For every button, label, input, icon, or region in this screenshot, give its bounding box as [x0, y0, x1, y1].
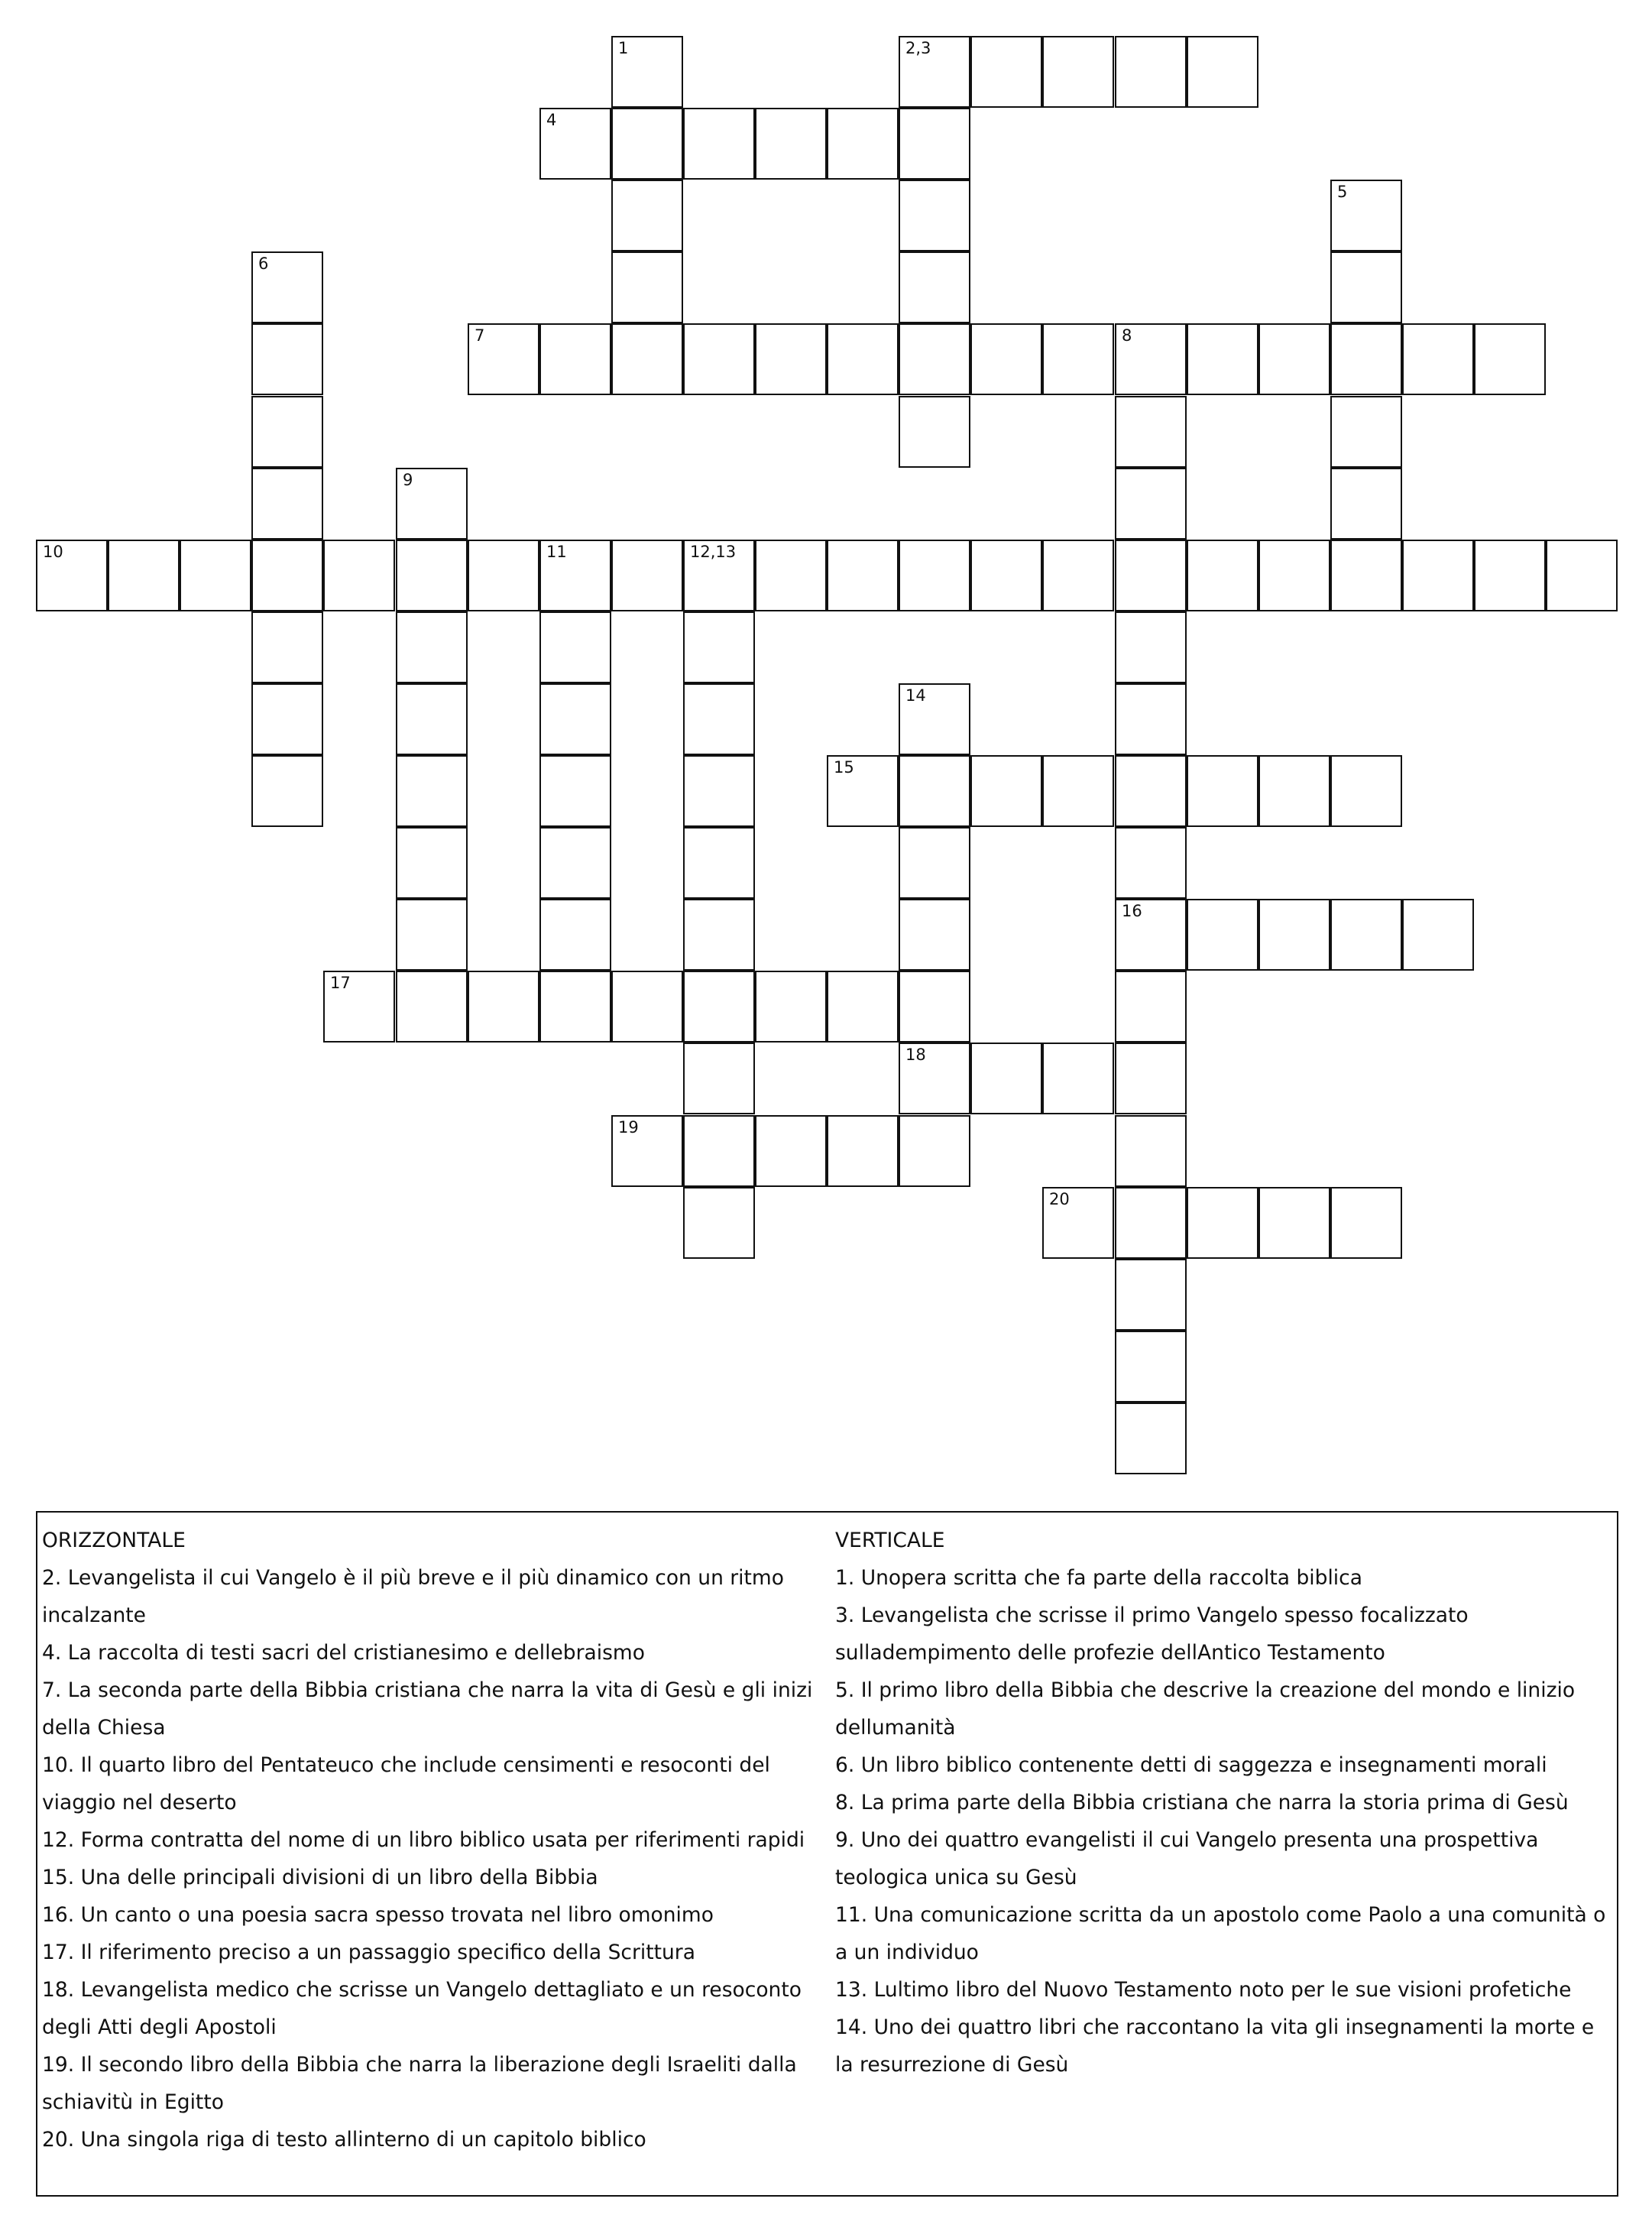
- grid-cell[interactable]: [1115, 468, 1187, 540]
- grid-cell[interactable]: [899, 323, 970, 395]
- grid-cell[interactable]: [970, 36, 1042, 108]
- grid-cell[interactable]: [251, 683, 323, 755]
- grid-cell[interactable]: [1042, 540, 1114, 611]
- grid-cell[interactable]: [251, 323, 323, 395]
- across-clue-line: 19. Il secondo libro della Bibbia che narra la liberazione degli Israeliti dalla: [42, 2053, 797, 2077]
- clue-number: 11: [546, 543, 567, 561]
- grid-cell[interactable]: [899, 36, 970, 108]
- grid-cell[interactable]: [899, 827, 970, 899]
- down-clue-line: 8. La prima parte della Bibbia cristiana che narra la storia prima di Gesù: [835, 1791, 1569, 1814]
- grid-cell[interactable]: [683, 971, 755, 1043]
- grid-cell[interactable]: [970, 323, 1042, 395]
- clue-number: 16: [1122, 902, 1142, 920]
- down-clues: [835, 1522, 1613, 2083]
- grid-cell[interactable]: [396, 971, 468, 1043]
- grid-cell[interactable]: [1330, 396, 1402, 468]
- clue-number: 2,3: [905, 39, 931, 57]
- across-clue-line: 10. Il quarto libro del Pentateuco che include censimenti e resoconti del: [42, 1753, 770, 1777]
- down-clue-line: 11. Una comunicazione scritta da un apostolo come Paolo a una comunità o: [835, 1903, 1606, 1927]
- grid-cell[interactable]: [1474, 323, 1546, 395]
- grid-cell[interactable]: [899, 899, 970, 971]
- grid-cell[interactable]: [755, 323, 827, 395]
- grid-cell[interactable]: [683, 611, 755, 683]
- across-clue-line: 17. Il riferimento preciso a un passaggio specifico della Scrittura: [42, 1941, 695, 1964]
- grid-cell[interactable]: [251, 468, 323, 540]
- clue-number: 4: [546, 111, 557, 129]
- grid-cell[interactable]: [683, 540, 755, 611]
- grid-cell[interactable]: [396, 827, 468, 899]
- grid-cell[interactable]: [539, 323, 611, 395]
- grid-cell[interactable]: [683, 827, 755, 899]
- grid-cell[interactable]: [251, 396, 323, 468]
- grid-cell[interactable]: [1474, 540, 1546, 611]
- grid-cell[interactable]: [251, 611, 323, 683]
- across-clue-line: 7. La seconda parte della Bibbia cristiana che narra la vita di Gesù e gli inizi: [42, 1678, 813, 1702]
- grid-cell[interactable]: [1330, 251, 1402, 323]
- across-clue-line: della Chiesa: [42, 1716, 166, 1740]
- down-clue-line: dellumanità: [835, 1716, 956, 1740]
- grid-cell[interactable]: [396, 611, 468, 683]
- grid-cell[interactable]: [396, 755, 468, 827]
- grid-cell[interactable]: [1042, 755, 1114, 827]
- grid-cell[interactable]: [683, 323, 755, 395]
- grid-cell[interactable]: [899, 251, 970, 323]
- grid-cell[interactable]: [1187, 323, 1258, 395]
- grid-cell[interactable]: [683, 899, 755, 971]
- clue-number: 17: [330, 974, 351, 992]
- grid-cell[interactable]: [539, 540, 611, 611]
- grid-cell[interactable]: [1115, 1331, 1187, 1402]
- grid-cell[interactable]: [1330, 755, 1402, 827]
- grid-cell[interactable]: [1330, 323, 1402, 395]
- grid-cell[interactable]: [1115, 1043, 1187, 1114]
- grid-cell[interactable]: [755, 971, 827, 1043]
- grid-cell[interactable]: [1115, 1259, 1187, 1331]
- grid-cell[interactable]: [1402, 323, 1474, 395]
- grid-cell[interactable]: [1330, 899, 1402, 971]
- grid-cell[interactable]: [755, 540, 827, 611]
- down-clue-line: 6. Un libro biblico contenente detti di saggezza e insegnamenti morali: [835, 1753, 1547, 1777]
- grid-cell[interactable]: [899, 683, 970, 755]
- clue-number: 6: [258, 255, 269, 273]
- clue-number: 15: [834, 758, 854, 777]
- grid-cell[interactable]: [1115, 611, 1187, 683]
- grid-cell[interactable]: [1330, 468, 1402, 540]
- grid-cell[interactable]: [323, 971, 395, 1043]
- grid-cell[interactable]: [899, 971, 970, 1043]
- grid-cell[interactable]: [611, 36, 683, 108]
- grid-cell[interactable]: [1115, 323, 1187, 395]
- grid-cell[interactable]: [827, 971, 899, 1043]
- grid-cell[interactable]: [755, 1115, 827, 1187]
- grid-cell[interactable]: [396, 540, 468, 611]
- grid-cell[interactable]: [683, 683, 755, 755]
- grid-cell[interactable]: [539, 971, 611, 1043]
- grid-cell[interactable]: [1187, 540, 1258, 611]
- grid-cell[interactable]: [1042, 1043, 1114, 1114]
- grid-cell[interactable]: [1330, 1187, 1402, 1259]
- grid-cell[interactable]: [899, 1043, 970, 1114]
- grid-cell[interactable]: [683, 108, 755, 180]
- across-clue-line: 12. Forma contratta del nome di un libro biblico usata per riferimenti rapidi: [42, 1828, 805, 1852]
- grid-cell[interactable]: [251, 755, 323, 827]
- grid-cell[interactable]: [899, 108, 970, 180]
- down-clue-line: a un individuo: [835, 1941, 979, 1964]
- across-clue-line: 18. Levangelista medico che scrisse un Vangelo dettagliato e un resoconto: [42, 1978, 802, 2002]
- grid-cell[interactable]: [1258, 899, 1330, 971]
- grid-cell[interactable]: [1115, 683, 1187, 755]
- grid-cell[interactable]: [1115, 971, 1187, 1043]
- grid-cell[interactable]: [1187, 36, 1258, 108]
- clue-number: 18: [905, 1046, 926, 1064]
- grid-cell[interactable]: [396, 899, 468, 971]
- across-clue-line: schiavitù in Egitto: [42, 2090, 224, 2114]
- grid-cell[interactable]: [1115, 1115, 1187, 1187]
- grid-cell[interactable]: [1115, 396, 1187, 468]
- grid-cell[interactable]: [251, 540, 323, 611]
- grid-cell[interactable]: [1187, 755, 1258, 827]
- grid-cell[interactable]: [827, 755, 899, 827]
- across-clue-line: incalzante: [42, 1604, 146, 1627]
- grid-cell[interactable]: [1330, 540, 1402, 611]
- clue-number: 5: [1337, 183, 1348, 201]
- grid-cell[interactable]: [1042, 323, 1114, 395]
- clue-number: 14: [905, 686, 926, 705]
- grid-cell[interactable]: [1042, 1187, 1114, 1259]
- grid-cell[interactable]: [899, 1115, 970, 1187]
- clue-number: 20: [1049, 1190, 1070, 1208]
- down-heading: VERTICALE: [835, 1529, 945, 1552]
- grid-cell[interactable]: [1115, 540, 1187, 611]
- grid-cell[interactable]: [539, 683, 611, 755]
- grid-cell[interactable]: [1115, 1402, 1187, 1474]
- grid-cell[interactable]: [468, 323, 539, 395]
- grid-cell[interactable]: [1330, 180, 1402, 251]
- grid-cell[interactable]: [899, 755, 970, 827]
- grid-cell[interactable]: [1258, 540, 1330, 611]
- across-clue-line: viaggio nel deserto: [42, 1791, 237, 1814]
- down-clue-line: 5. Il primo libro della Bibbia che descrive la creazione del mondo e linizio: [835, 1678, 1576, 1702]
- grid-cell[interactable]: [611, 323, 683, 395]
- grid-cell[interactable]: [970, 1043, 1042, 1114]
- grid-cell[interactable]: [611, 251, 683, 323]
- grid-cell[interactable]: [611, 108, 683, 180]
- grid-cell[interactable]: [468, 971, 539, 1043]
- grid-cell[interactable]: [683, 1115, 755, 1187]
- grid-cell[interactable]: [1115, 1187, 1187, 1259]
- grid-cell[interactable]: [970, 755, 1042, 827]
- grid-cell[interactable]: [899, 396, 970, 468]
- grid-cell[interactable]: [755, 108, 827, 180]
- down-clue-line: la resurrezione di Gesù: [835, 2053, 1069, 2077]
- grid-cell[interactable]: [683, 1187, 755, 1259]
- grid-cell[interactable]: [251, 251, 323, 323]
- grid-cell[interactable]: [827, 540, 899, 611]
- grid-cell[interactable]: [36, 540, 108, 611]
- across-clue-line: 4. La raccolta di testi sacri del cristianesimo e dellebraismo: [42, 1641, 645, 1665]
- grid-cell[interactable]: [539, 755, 611, 827]
- grid-cell[interactable]: [1187, 1187, 1258, 1259]
- grid-cell[interactable]: [899, 180, 970, 251]
- grid-cell[interactable]: [396, 683, 468, 755]
- down-clue-line: sulladempimento delle profezie dellAntico Testamento: [835, 1641, 1385, 1665]
- clue-number: 7: [475, 326, 485, 345]
- across-clue-line: 2. Levangelista il cui Vangelo è il più breve e il più dinamico con un ritmo: [42, 1566, 784, 1590]
- grid-cell[interactable]: [899, 540, 970, 611]
- grid-cell[interactable]: [323, 540, 395, 611]
- grid-cell[interactable]: [396, 468, 468, 540]
- grid-cell[interactable]: [827, 1115, 899, 1187]
- grid-cell[interactable]: [683, 1043, 755, 1114]
- grid-cell[interactable]: [1546, 540, 1618, 611]
- grid-cell[interactable]: [539, 611, 611, 683]
- grid-cell[interactable]: [1115, 899, 1187, 971]
- grid-cell[interactable]: [539, 827, 611, 899]
- down-clue-line: 3. Levangelista che scrisse il primo Vangelo spesso focalizzato: [835, 1604, 1469, 1627]
- grid-cell[interactable]: [611, 540, 683, 611]
- clue-number: 9: [403, 471, 413, 489]
- grid-cell[interactable]: [539, 899, 611, 971]
- grid-cell[interactable]: [180, 540, 251, 611]
- across-heading: ORIZZONTALE: [42, 1529, 186, 1552]
- down-clue-line: teologica unica su Gesù: [835, 1866, 1077, 1889]
- down-clue-line: 13. Lultimo libro del Nuovo Testamento noto per le sue visioni profetiche: [835, 1978, 1572, 2002]
- clue-number: 8: [1122, 326, 1132, 345]
- down-clue-line: 14. Uno dei quattro libri che raccontano la vita gli insegnamenti la morte e: [835, 2015, 1595, 2039]
- down-clue-line: 1. Unopera scritta che fa parte della raccolta biblica: [835, 1566, 1362, 1590]
- grid-cell[interactable]: [1258, 323, 1330, 395]
- clue-number: 12,13: [690, 543, 737, 561]
- grid-cell[interactable]: [1258, 755, 1330, 827]
- grid-cell[interactable]: [1258, 1187, 1330, 1259]
- grid-cell[interactable]: [108, 540, 180, 611]
- clue-number: 19: [618, 1118, 639, 1137]
- across-clue-line: degli Atti degli Apostoli: [42, 2015, 277, 2039]
- across-clue-line: 16. Un canto o una poesia sacra spesso trovata nel libro omonimo: [42, 1903, 714, 1927]
- clue-number: 10: [43, 543, 63, 561]
- across-clue-line: 15. Una delle principali divisioni di un libro della Bibbia: [42, 1866, 598, 1889]
- grid-cell[interactable]: [1115, 827, 1187, 899]
- grid-cell[interactable]: [970, 540, 1042, 611]
- grid-cell[interactable]: [827, 108, 899, 180]
- down-clue-line: 9. Uno dei quattro evangelisti il cui Vangelo presenta una prospettiva: [835, 1828, 1539, 1852]
- across-clue-line: 20. Una singola riga di testo allinterno di un capitolo biblico: [42, 2128, 646, 2152]
- grid-cell[interactable]: [539, 108, 611, 180]
- grid-cell[interactable]: [1115, 36, 1187, 108]
- grid-cell[interactable]: [683, 755, 755, 827]
- grid-cell[interactable]: [1402, 899, 1474, 971]
- grid-cell[interactable]: [468, 540, 539, 611]
- grid-cell[interactable]: [1187, 899, 1258, 971]
- grid-cell[interactable]: [611, 971, 683, 1043]
- grid-cell[interactable]: [1042, 36, 1114, 108]
- grid-cell[interactable]: [1115, 755, 1187, 827]
- clues-box: [36, 1511, 1618, 2197]
- grid-cell[interactable]: [611, 1115, 683, 1187]
- grid-cell[interactable]: [1402, 540, 1474, 611]
- grid-cell[interactable]: [611, 180, 683, 251]
- grid-cell[interactable]: [827, 323, 899, 395]
- across-clues: [42, 1522, 837, 2158]
- clue-number: 1: [618, 39, 629, 57]
